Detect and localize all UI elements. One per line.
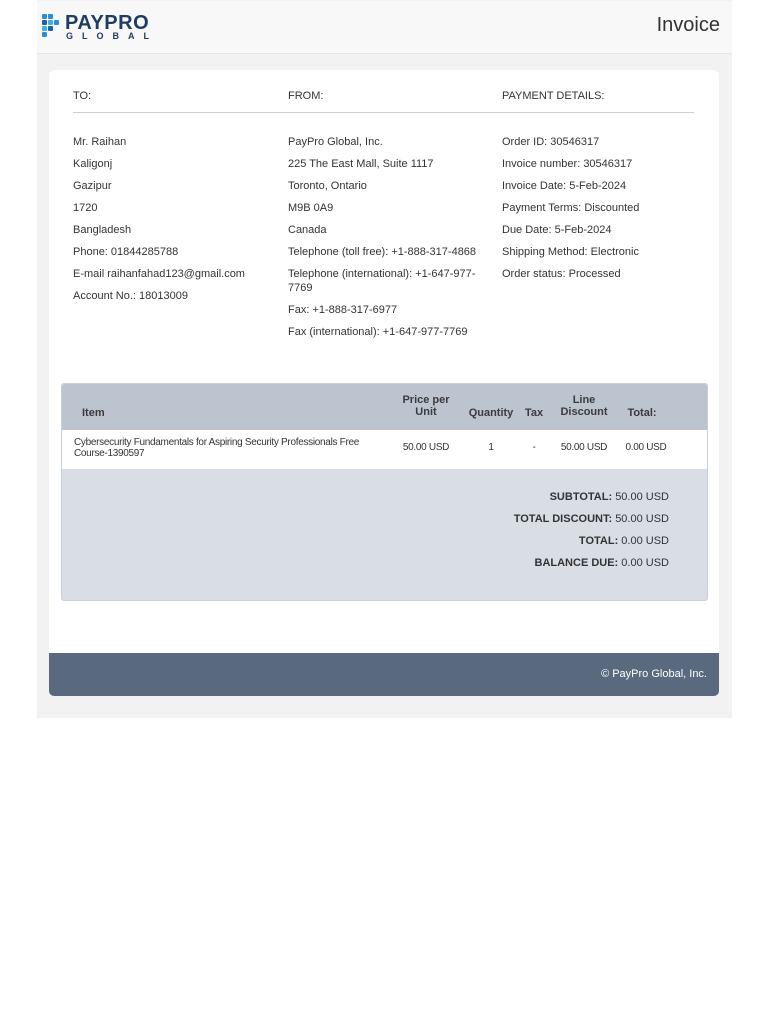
to-line: Kaligonj: [73, 158, 113, 170]
footer: [49, 653, 719, 696]
order-id: Order ID: 30546317: [502, 136, 600, 148]
paypro-logo: [42, 14, 182, 42]
column-tax: Tax: [524, 407, 544, 419]
balance-line: [514, 556, 669, 570]
invoice-number: Invoice number: 30546317: [502, 158, 633, 170]
total-discount-label: TOTAL DISCOUNT:: [513, 513, 613, 525]
row-quantity: 1: [488, 442, 494, 453]
table-row: [62, 430, 707, 469]
to-line: Mr. Raihan: [73, 136, 127, 148]
payment-heading: PAYMENT DETAILS:: [502, 90, 605, 102]
row-discount: 50.00 USD: [560, 442, 608, 453]
subtotal-line: [514, 490, 669, 504]
total-line: [514, 534, 669, 548]
logo-subtext: GLOBAL: [66, 31, 158, 41]
column-price: Price per Unit: [402, 394, 450, 418]
to-address: [73, 135, 273, 311]
to-line: Bangladesh: [73, 224, 132, 236]
invoice-card: [49, 70, 719, 696]
top-bar: [37, 1, 732, 54]
to-heading: TO:: [73, 90, 92, 102]
total-label: TOTAL:: [578, 535, 619, 547]
from-line: PayPro Global, Inc.: [288, 136, 383, 148]
row-tax: -: [532, 442, 536, 453]
total-value: 0.00 USD: [621, 535, 669, 547]
to-phone: Phone: 01844285788: [73, 246, 179, 258]
header-divider: [73, 112, 694, 113]
column-quantity: Quantity: [468, 407, 514, 419]
paypro-logo-mark-icon: [42, 14, 60, 38]
due-date: Due Date: 5-Feb-2024: [502, 224, 612, 236]
from-address: [288, 135, 483, 347]
from-fax-intl: Fax (international): +1-647-977-7769: [288, 326, 468, 338]
logo-text: PAYPRO: [65, 12, 150, 34]
row-total: 0.00 USD: [625, 442, 667, 453]
shipping-method: Shipping Method: Electronic: [502, 246, 639, 258]
page-title: Invoice: [656, 14, 720, 36]
from-line: Toronto, Ontario: [288, 180, 367, 192]
from-phone-tollfree: Telephone (toll free): +1-888-317-4868: [288, 246, 477, 258]
subtotal-value: 50.00 USD: [615, 491, 669, 503]
column-discount: Line Discount: [560, 394, 608, 418]
column-total: Total:: [627, 407, 657, 419]
discount-line: [514, 512, 669, 526]
balance-due-label: BALANCE DUE:: [534, 557, 619, 569]
payment-details: [502, 135, 702, 289]
order-status: Order status: Processed: [502, 268, 621, 280]
row-price: 50.00 USD: [402, 442, 450, 453]
subtotal-label: SUBTOTAL:: [549, 491, 613, 503]
from-line: Canada: [288, 224, 327, 236]
items-table: [61, 383, 708, 601]
row-item-name: Cybersecurity Fundamentals for Aspiring Security Professionals Free Course-1390597: [74, 437, 360, 459]
from-line: M9B 0A9: [288, 202, 334, 214]
totals-block: [514, 490, 669, 578]
invoice-date: Invoice Date: 5-Feb-2024: [502, 180, 627, 192]
to-line: 1720: [73, 202, 98, 214]
from-fax: Fax: +1-888-317-6977: [288, 304, 398, 316]
payment-terms: Payment Terms: Discounted: [502, 202, 640, 214]
total-discount-value: 50.00 USD: [615, 513, 669, 525]
from-heading: FROM:: [288, 90, 324, 102]
from-line: 225 The East Mall, Suite 1117: [288, 158, 434, 170]
to-email: E-mail raihanfahad123@gmail.com: [73, 268, 245, 280]
to-line: Gazipur: [73, 180, 112, 192]
to-account: Account No.: 18013009: [73, 290, 188, 302]
from-phone-intl: Telephone (international): +1-647-977-7769: [288, 268, 476, 294]
items-table-header: [62, 384, 707, 430]
balance-due-value: 0.00 USD: [621, 557, 669, 569]
footer-copyright: © PayPro Global, Inc.: [601, 668, 707, 680]
column-item: Item: [82, 407, 105, 419]
